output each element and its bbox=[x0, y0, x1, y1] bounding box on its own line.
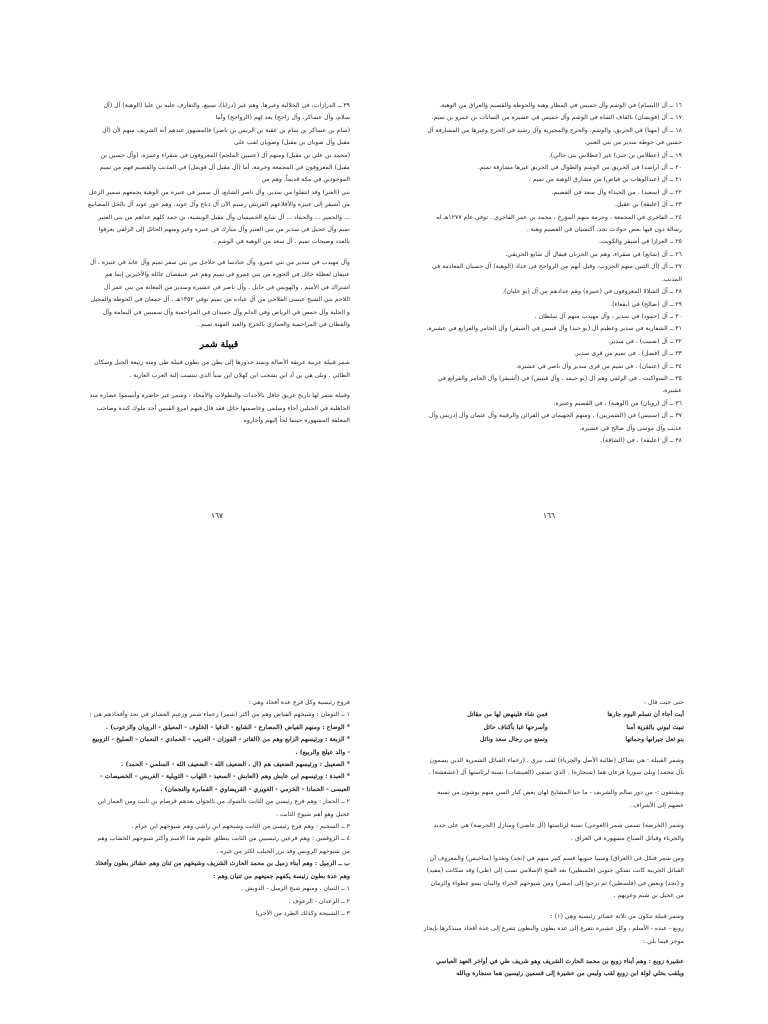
list-item: ٣ ــ الشبيحة وكذلك الطرد من الأجربا bbox=[255, 909, 350, 917]
list-item: * العبدة : ورئيسهم ابن عايش وهم (العابش - السعيد - اللهاب - الثويلية - الغريس - الخصيصات - العيسى - الحمادا - الخرمي - الغويري - القريضاوي - القمابرة والنجمان) . bbox=[99, 773, 350, 793]
paragraph: وشمر قبيلة تتكون من ثلاثة عشائر رئيسية وهي (١) : bbox=[550, 912, 684, 920]
list-item: ٢ ــ الحمار : وهم فرع رئيسي من الثابت بالشوك من بالجوان بعدهم قرصام بن ثابت ومن العمار ابن عجيل وهو أهم شيوخ الثابت . bbox=[97, 798, 350, 818]
list-item: ١٦ ــ آل (البسام) في الوشم وآل خميس في المطار وهبة والحوطة والقصيم والعراق من الوهبة. bbox=[439, 102, 682, 109]
paragraph: حتى حيث قال : bbox=[644, 699, 684, 706]
page-167-text bbox=[88, 100, 350, 427]
paragraph: (سام بن عساكر بن سام بن عقبة بن الريس بن ناصر) فالمشهور عندهم أنه الشريف منهم لأن (آل مقبل وآل ضويان بن مقبل) وضويان لقب على bbox=[102, 126, 350, 147]
paragraph: ويشتقون :- من دور سالم والشريف - ما حيا المشايخ لهان يعض كبار السن منهم يوشون من نسبه عضهم إلى الأشراف . bbox=[437, 789, 684, 809]
paragraph: وشمر (الخرصة) تسمى شمر (العوجي) نسبة لرئاستها (آل عاصي) ومنازل (الحرصة) هي على جديد والجرباء وقبائل الصباح مشهورة في العراق . bbox=[433, 822, 684, 842]
list-item: ٣٢ ــ آل (ضبيب) . في سدير. bbox=[608, 337, 682, 345]
page-number: ١٦٧ bbox=[211, 511, 224, 520]
list-item: ٢١ ــ آل (عبدالوهاب بن قياض) من مشارق الوهبة من تميم . bbox=[528, 176, 682, 184]
list-item: ١٨ ــ آل (مهنا) في الحريق، والوشم، والخرج والمجيرية وآل رشيد في الخرج وغيرها من المشارفة آل حسين في حوطة سدير من بني العنبر. bbox=[427, 126, 682, 147]
list-item: ٣٠ ــ آل (حمود) في سدير ، وآل مهيدب منهم آل سلطان . bbox=[534, 312, 682, 320]
page-bottom-left-text bbox=[88, 697, 350, 920]
poem-hemistich: تبيت لبوني بالقرية أمنا bbox=[626, 723, 684, 731]
list-item: ٣ ــ السحيم : وهم فرع رئيسي من الثابت وشيخهم ابن راشي وهم شيوخهم ابن عرام . bbox=[131, 823, 350, 831]
list-item: * الوضاح : ومنهم الفياض (المصارع - الشايع - الدقيا - الخلوف - المعيلق - الروبان والزعوب) . bbox=[105, 723, 350, 731]
section-heading: قبيلة شمر bbox=[199, 340, 239, 351]
list-item: ب ــ الزميل : وهم أبناء زميل بن محمد الحارث الشريف وشيخهم من ثنان وهم عشائر بطون وأفخاذ وهم عدة بطون رئيسة يكفهم جميعهم من ثنيان وهم : bbox=[95, 860, 350, 880]
list-item: ١٧ ــ آل (قويشان) بالقاف الشاة في الوشم وآل خميس في عشيرة من الثمانات بن عمرو بن تميم. bbox=[431, 114, 682, 122]
paragraph: عشيرة زوبع : وهم أبناء زوبع بن محمد الحارث الشريف وهو شريف طي في أواخر العهد العباسي ويلقب بخلي لولة ابن زوبع لقب وليس من عشيرة إلى قسمين رئيسين هما سنجارة وبالله bbox=[436, 957, 684, 978]
page-166-text bbox=[420, 100, 682, 447]
paragraph: بني (العنز) وقد انتقلوا من سدير. وآل ناصر الشايع، آل سمير في عنيزة من الوهبة يجمعهم سمير الزعل من أشيقر إلى عنيزة والأقلاعهم القريش رسيم الآن آل دباغ وآل عويد. وهم عور عويد آل بالخل المضابيع ... والحمير ... والحماد ... آل شايع الخميسان وآل مقبل الويشية، بن حمد كلهم عداهم من بني العنبر تميم وآل عجيل في سدير من بني العنبر وآل مبارك في عنيزة وغير ومنهم الحائل إلى الزلفي يعرفوا بالعدد وصيحات تميم . آل سعد من الوهبة في الوشم . bbox=[88, 188, 350, 246]
list-item: ٣٥ ــ السواكيت . في الزلفي وهم آل (بو حيمد ، وآل قبيس) في (أشيقر) وآل الحامر والقرايع في عشيرة. bbox=[437, 374, 682, 395]
list-item: ٢٨ ــ آل الشلالا المعروفون في (عنيزة) وهم عدادهم من آل (بو عليان). bbox=[502, 288, 682, 296]
poem-hemistich: فمن شاء فلينهض لها من مقاتل bbox=[467, 711, 548, 719]
list-item: ٢٩ ــ آل (صالح) في (بقعاء). bbox=[610, 300, 682, 308]
list-item: ٣٧ ــ آل (سبيس) في (الشمريين) ، ومنهم الجهيمان في القرائن والرقيبة وآل عثمان وآل إدريس وآل عديب وآل موسى وآل صالح في عشيرة. bbox=[428, 412, 682, 432]
paragraph: زوبع - عبده - الأسلم ، وكل عشيرة تتفرع إلى عدة بطون والبطون تتفرع إلى عدة أفخاذ سنذكرها بإيجاز موجز فيما يلي : bbox=[423, 925, 684, 945]
list-item: ٣٤ ــ آل (عثمان) . في تميم من قرى سدير وآل ناصر في عشيرة. bbox=[516, 362, 682, 370]
list-item: ٢٦ ــ آل (شايع) في شقراء، وهم من الحزنان فيقال آل شايع الحريقي. bbox=[505, 250, 682, 258]
poem-verse bbox=[422, 734, 684, 746]
poem-hemistich: وتمنع من رجال سعد ونائل bbox=[480, 736, 548, 744]
paragraph: (محمد بن علي بن مقبل) ومنهم آل (عتيبين الملجم) المعروفون في شقراء وعنيزة، (وآل حسين بن مقبل) المعروفون في المجمعة وحرمة. أما (آل مقبل آل قويمل) في المذنب والقصيم فهم من تميم الموجودين في مكة قديماً. وهم من bbox=[99, 151, 350, 184]
list-item: * الصعيبل : ورئيسهم الضعيف هم (ال ، الضعيف الله - الضعيف الله - السلمي - الحمد) . bbox=[121, 761, 350, 769]
list-item: ٢٠ ــ آل (راشد) في الحريق من الوشم والطوال في الحريق غيرها مشارفة تميم. bbox=[477, 164, 682, 172]
list-item: ٢ ــ الرعدان - الرعوف . bbox=[288, 897, 350, 905]
list-item: ٢٥ ــ العزازا في أشيقر والكويت. bbox=[599, 238, 682, 246]
list-item: ١ ــ النومان : وشيخهم الفياض وهم من أكثر (شمر) زعماء شمر وزعيم العشائر في نجد وأفخاذهم هي : bbox=[89, 711, 350, 719]
paragraph: شمر قبيلة عربية عريقة الأصالة وتمتد جذورها إلى بطن من بطون قبيلة طي ومنه ربيعة الجبل وسكان الطائي . وبلى هي بن أد ابن يشجب ابن كهلان ابن سبأ الذي تنتسب إليه العرب العاربة . bbox=[94, 359, 350, 379]
list-item: ٣٣ ــ آل (فضل) . في تميم من قرى سدير. bbox=[573, 350, 682, 358]
poem-hemistich: وأسرحها غبا بأكناف حائل bbox=[483, 723, 548, 731]
paragraph: وقبيلة شمر لها تاريخ عريق حافل بالأحداث والبطولات والأمجاد ، وشمر غير حاضرة وأنسموا عصارة منذ الجاهلية في الجبلين أجاء وسلمى وعاصمتها حائل فقد قال فيهم امرؤ القيس أحد ملوك كندة وصاحب المعلقة المشهورة حينما لجأ إليهم وأجاروه bbox=[89, 392, 350, 424]
list-item: * الزبعة : ورئيسهم الزابع وهم من (الفاتر - الفوزان - الغريب - الحمادي - النعمان - الصليخ - الزوبيع - والد عيلج والربيع) . bbox=[92, 736, 350, 756]
page-number: ١٦٦ bbox=[543, 511, 556, 520]
list-item: ٢٤ ــ الفاخري في المجمعة ، وحرمة منهم المؤرخ ، محمد بن عمر الفاخري . توفي عام ١٢٧٧هـ له رسالة دون فيها بعض حوادث نجد. أكتشيان في القصيم وهبة . bbox=[436, 213, 682, 234]
list-item: ١٩ ــ آل (عطلاس بن جبي) غير (عطلاس بني جالي). bbox=[548, 151, 682, 159]
list-item: ٢٢ ــ آل (سعيد) . من الحيداء وآل سعد في القصيم. bbox=[551, 188, 682, 196]
poem-hemistich: أبت أجاء أن تسلم اليوم جارها bbox=[607, 711, 684, 719]
paragraph: فروع رئيسية وكل فرع عدة أفخاذ وهي : bbox=[248, 699, 350, 706]
page-bottom-right-text bbox=[422, 697, 684, 981]
poem-verse bbox=[422, 722, 684, 734]
paragraph: وآل مهيدب في سدير من بني عمرو، وآل عبادسا في حلاجل من بني سفر تميم وآل عابد في عنيزة . آل عنيفان لعطلة حائل في الحوزة من بني عمرو في تميم وهم غير عنيفصان عائلة والأخيرين إنما هم اشتراك في الأسم . والهويس في حايل . وآل ناصر في عشيرة وسدير من المعانة من بني عمر آل اللاحم بني الشيخ عيسى الفلاحي من آل عباده من تميم توفي ١٣٥٢هـ . آل جمعان في الحوطة والمجيل و الحلية وآل حمص في الرياض وفي الدلم وآل حميدان في المزاحمية وآل سميس في اليمامة وآل والقطان في المزاحمية والعماري بالخرج والعبد المهنة تميم . bbox=[89, 258, 350, 328]
list-item: ١ ــ الثنيان . ومنهم شيخ الزميل - الدويش . bbox=[241, 885, 350, 893]
paragraph: ٣٩ ــ الدرازات، في الخلالية وغيرها. وهم غير (درايا)، سبيع، والتعارف عليه بن عليا (الوهبة) آل (آل سلام، وآل عساكر، وآل راجح) يعد لهم (الرواجح) وأما bbox=[103, 102, 350, 122]
list-item: ٢٣ ــ آل (عليقة) بن عقيل. bbox=[615, 201, 682, 209]
paragraph: ومن شمر فتكل في (العراق) وسبيا جنوبها قسم كبير منهم في (نجد) وتغدوا (مناخيس) والمعروف أن القبائل الجربية كانت تسكن جنوبي (فلسطين) بعد الفتح الإسلامي تسب إلى (طي) وقد سكانت (مفيد) و (نجد) وبعض في (فلسطين) ثم نزحوا إلى (مصر) ومن شيوخهم الحراء والبيان يسو عطواء والزمان من عجيل بن شيم وعريهم . bbox=[426, 855, 684, 900]
list-item: ٣٦ ــ آل (روبان) من (الوهبة) ، في القصيم وعنيزة. bbox=[553, 399, 682, 407]
list-item: ٤ ــ الزوقمين : وهم فرعين رئيسيين من الثابت ينطلق عليهم هذا الاسم وأكثر شيوخهم الخشاب وهم من شيوخهم الرويس وقد برز الجبلب لكثر من غيره . bbox=[97, 835, 350, 855]
list-item: ٣١ ــ الشفارية في سدير وعطيم آل (بو حيد) وآل قبيس في (أشيقر) وآل الحامر والقرايع في عشيرة. bbox=[426, 325, 682, 333]
paragraph: وشمر القبيلة : هي تشاكل (طائية الأصل والجرباء) لقب نبري . (رعماء القبائل الشمرية الذين يسمون بآل محمد) وبلى سوريا فرعان هما (سنجارة) . الذي تسمى (العبيشات) نسبة لرئاستها آل (عشعشة) . bbox=[428, 756, 684, 777]
list-item: ٣٨ ــ آل (عليقة) . في (الشاقة). bbox=[600, 436, 682, 444]
poem-verse bbox=[422, 709, 684, 721]
poem-hemistich: بنو ثعل جيرانها وحماتها bbox=[625, 736, 684, 744]
list-item: ٢٧ ــ آل (آل الثنين منهم الحزوب، وقيل أنهم من الرواجح في عداد (الوهبة) آل حسيان المعادمة في المذنب. bbox=[432, 263, 682, 283]
